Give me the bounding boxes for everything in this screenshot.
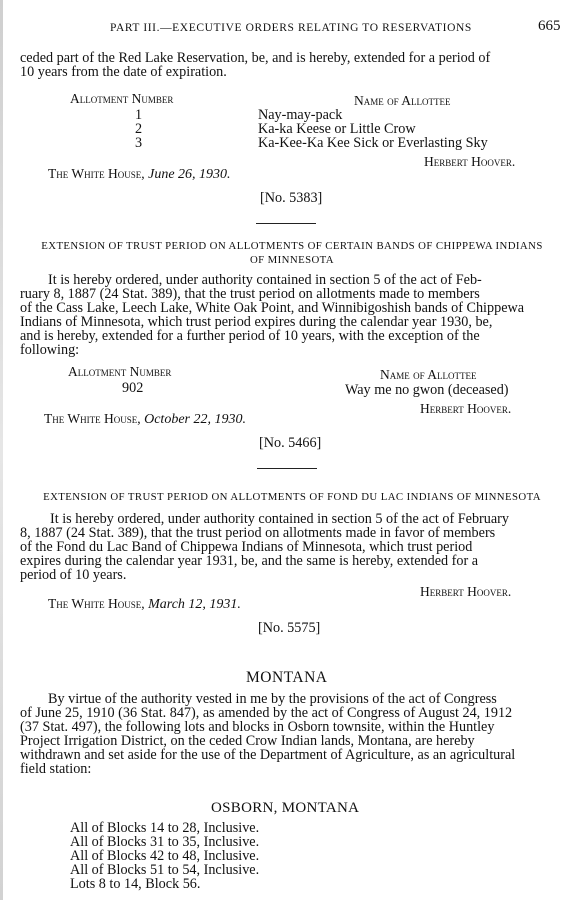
paragraph-line: 8, 1887 (24 Stat. 389), that the trust period on allotments made in favor of members — [20, 525, 496, 541]
state-heading: MONTANA — [246, 669, 328, 686]
paragraph-line: of June 25, 1910 (36 Stat. 847), as amended by the act of Congress of August 24, 1912 — [20, 705, 513, 721]
paragraph-line: It is hereby ordered, under authority contained in section 5 of the act of February — [50, 511, 509, 527]
scan-gutter-edge — [0, 0, 3, 900]
section-divider — [256, 223, 316, 224]
page-number: 665 — [538, 18, 561, 34]
order-number: [No. 5383] — [260, 190, 323, 206]
paragraph-line: withdrawn and set aside for the use of the Department of Agriculture, as an agricultural — [20, 747, 516, 763]
dateline — [44, 411, 246, 428]
paragraph-line: period of 10 years. — [20, 567, 127, 583]
allottee-name: Ka-Kee-Ka Kee Sick or Everlasting Sky — [258, 135, 488, 151]
paragraph-line: of the Fond du Lac Band of Chippewa Indians of Minnesota, which trust period — [20, 539, 473, 555]
dateline-place: The White House, — [48, 166, 145, 181]
allotment-number: 1 — [135, 107, 143, 123]
allottee-name: Way me no gwon (deceased) — [345, 382, 509, 398]
section-title-continued: OF MINNESOTA — [249, 254, 334, 266]
allottee-name: Ka-ka Keese or Little Crow — [258, 121, 416, 137]
column-header-allotment-number: Allotment Number — [68, 364, 172, 379]
allotment-number: 902 — [122, 380, 144, 396]
order-number: [No. 5466] — [259, 435, 322, 451]
signature: Herbert Hoover. — [420, 584, 512, 599]
dateline — [48, 166, 231, 183]
signature: Herbert Hoover. — [420, 401, 512, 416]
section-title: EXTENSION OF TRUST PERIOD ON ALLOTMENTS OF FOND DU LAC INDIANS OF MINNESOTA — [43, 491, 541, 503]
column-header-allottee-name: Name of Allottee — [380, 367, 477, 382]
paragraph-line: of the Cass Lake, Leech Lake, White Oak Point, and Winnibigoshish bands of Chippewa — [20, 300, 525, 316]
signature: Herbert Hoover. — [424, 154, 516, 169]
section-title: EXTENSION OF TRUST PERIOD ON ALLOTMENTS OF CERTAIN BANDS OF CHIPPEWA INDIANS — [41, 240, 543, 252]
dateline-date: October 22, 1930. — [144, 412, 246, 427]
section-divider — [257, 468, 317, 469]
paragraph-line: Indians of Minnesota, which trust period expires during the calendar year 1930, be, — [20, 314, 493, 330]
block-list-item: All of Blocks 14 to 28, Inclusive. — [70, 820, 260, 836]
paragraph-line: ruary 8, 1887 (24 Stat. 389), that the trust period on allotments made to members — [20, 286, 480, 302]
allottee-name: Nay-may-pack — [258, 107, 343, 123]
block-list-item: Lots 8 to 14, Block 56. — [70, 876, 201, 892]
continued-text-line-2: 10 years from the date of expiration. — [20, 64, 227, 80]
allotment-number: 2 — [135, 121, 143, 137]
dateline-place: The White House, — [44, 411, 141, 426]
paragraph-line: and is hereby, extended for a further period of 10 years, with the exception of the — [20, 328, 480, 344]
dateline-place: The White House, — [48, 596, 145, 611]
dateline — [48, 596, 241, 613]
column-header-allotment-number: Allotment Number — [70, 91, 174, 106]
paragraph-line: following: — [20, 342, 80, 358]
dateline-date: June 26, 1930. — [148, 167, 231, 182]
paragraph-line: Project Irrigation District, on the ceded Crow Indian lands, Montana, are hereby — [20, 733, 475, 749]
block-list-item: All of Blocks 31 to 35, Inclusive. — [70, 834, 260, 850]
dateline-date: March 12, 1931. — [148, 597, 241, 612]
paragraph-line: field station: — [20, 761, 92, 777]
paragraph-line: expires during the calendar year 1931, be, and the same is hereby, extended for a — [20, 553, 479, 569]
paragraph-line: It is hereby ordered, under authority contained in section 5 of the act of Feb- — [48, 272, 482, 288]
order-number: [No. 5575] — [258, 620, 321, 636]
running-header: PART III.—EXECUTIVE ORDERS RELATING TO RESERVATIONS — [110, 22, 472, 34]
allotment-number: 3 — [135, 135, 143, 151]
paragraph-line: By virtue of the authority vested in me by the provisions of the act of Congress — [48, 691, 497, 707]
block-list-item: All of Blocks 51 to 54, Inclusive. — [70, 862, 260, 878]
paragraph-line: (37 Stat. 497), the following lots and blocks in Osborn townsite, within the Huntley — [20, 719, 495, 735]
block-list-item: All of Blocks 42 to 48, Inclusive. — [70, 848, 260, 864]
townsite-subheading: OSBORN, MONTANA — [211, 800, 360, 816]
continued-text-line-1: ceded part of the Red Lake Reservation, be, and is hereby, extended for a period of — [20, 50, 491, 66]
column-header-allottee-name: Name of Allottee — [354, 93, 451, 108]
